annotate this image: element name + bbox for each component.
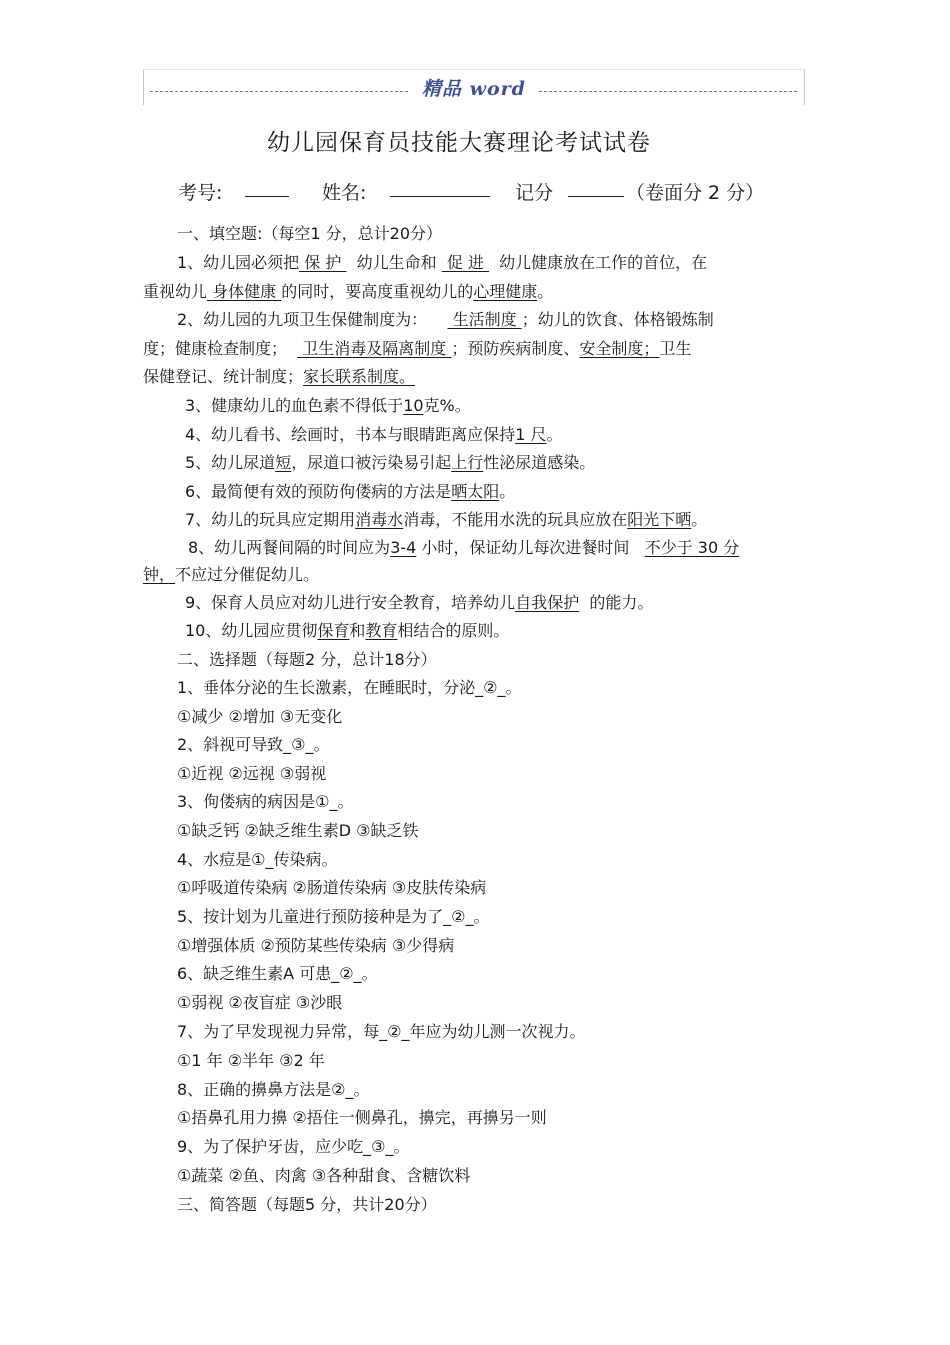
answer-blank: 短 [275, 453, 292, 472]
section3-heading: 三、简答题（每题5 分，共计20分） [177, 1195, 437, 1214]
exam-no-field [245, 178, 289, 202]
choice-options-1: ①减少 ②增加 ③无变化 [177, 707, 343, 726]
document-title: 幼儿园保育员技能大赛理论考试试卷 [267, 130, 651, 156]
choice-options-8: ①捂鼻孔用力擤 ②捂住一侧鼻孔，擤完，再擤另一则 [177, 1108, 547, 1127]
answer-blank: 1 尺 [515, 425, 547, 444]
fill-question-1-cont: 重视幼儿 身体健康 的同时，要高度重视幼儿的心理健康。 [143, 282, 554, 301]
choice-question-5: 5、按计划为儿童进行预防接种是为了_②_。 [177, 907, 490, 926]
header-dashed-line-right [539, 91, 797, 92]
choice-options-5: ①增强体质 ②预防某些传染病 ③少得病 [177, 936, 455, 955]
choice-question-7: 7、为了早发现视力异常，每_②_年应为幼儿测一次视力。 [177, 1022, 586, 1041]
fill-question-5: 5、幼儿尿道短，尿道口被污染易引起上行性泌尿道感染。 [185, 453, 596, 472]
choice-options-9: ①蔬菜 ②鱼、肉禽 ③各种甜食、含糖饮料 [177, 1166, 471, 1185]
score-field [568, 178, 624, 202]
name-field [390, 178, 490, 202]
fill-question-8-cont: 钟，不应过分催促幼儿。 [143, 565, 320, 584]
answer-blank: 身体健康 [207, 282, 282, 301]
answer-blank: 自我保护 [515, 593, 580, 612]
choice-options-3: ①缺乏钙 ②缺乏维生素D ③缺乏铁 [177, 821, 419, 840]
answer-blank: 10 [403, 396, 424, 415]
choice-options-2: ①近视 ②远视 ③弱视 [177, 764, 327, 783]
fill-question-2-cont: 度；健康检查制度； 卫生消毒及隔离制度 ；预防疾病制度、安全制度；卫生 [143, 339, 692, 358]
header-dashed-line-left [150, 91, 408, 92]
choice-options-6: ①弱视 ②夜盲症 ③沙眼 [177, 993, 343, 1012]
fill-question-1: 1、幼儿园必须把 保 护 幼儿生命和 促 进 幼儿健康放在工作的首位，在 [177, 253, 708, 272]
exam-no-label: 考号: [178, 182, 223, 204]
fill-question-3: 3、健康幼儿的血色素不得低于10克%。 [185, 396, 471, 415]
section2-heading: 二、选择题（每题2 分，总计18分） [177, 650, 437, 669]
answer-blank: 钟， [143, 565, 176, 584]
answer-blank: 3-4 [390, 538, 417, 557]
answer-blank: 卫生消毒及隔离制度 [297, 339, 452, 358]
answer-blank: 教育 [365, 621, 398, 640]
answer-blank: 阳光下晒 [627, 510, 692, 529]
choice-question-1: 1、垂体分泌的生长激素，在睡眠时，分泌_②_。 [177, 678, 522, 697]
answer-blank: 保 护 [299, 253, 347, 272]
fill-question-7: 7、幼儿的玩具应定期用消毒水消毒，不能用水洗的玩具应放在阳光下晒。 [185, 510, 708, 529]
choice-question-2: 2、斜视可导致_③_。 [177, 735, 330, 754]
choice-question-9: 9、为了保护牙齿，应少吃_③_。 [177, 1137, 410, 1156]
fill-question-4: 4、幼儿看书、绘画时，书本与眼睛距离应保持1 尺。 [185, 425, 563, 444]
header-logo: 精品 word [422, 78, 526, 100]
answer-blank: 保育 [317, 621, 350, 640]
answer-blank: 安全制度； [579, 339, 660, 358]
name-label: 姓名: [322, 182, 367, 204]
answer-blank: 消毒水 [355, 510, 404, 529]
choice-question-3: 3、佝偻病的病因是①_。 [177, 792, 354, 811]
answer-blank: 促 进 [441, 253, 489, 272]
section1-heading: 一、填空题:（每空1 分，总计20分） [177, 224, 443, 243]
fill-question-8: 8、幼儿两餐间隔的时间应为3-4 小时，保证幼儿每次进餐时间 不少于 30 分 [188, 538, 740, 557]
answer-blank: 心理健康 [473, 282, 538, 301]
choice-options-4: ①呼吸道传染病 ②肠道传染病 ③皮肤传染病 [177, 878, 487, 897]
fill-question-6: 6、最简便有效的预防佝偻病的方法是晒太阳。 [185, 482, 516, 501]
choice-question-8: 8、正确的擤鼻方法是②_。 [177, 1080, 370, 1099]
choice-question-6: 6、缺乏维生素A 可患_②_。 [177, 964, 378, 983]
choice-options-7: ①1 年 ②半年 ③2 年 [177, 1051, 325, 1070]
fill-question-2: 2、幼儿园的九项卫生保健制度为： 生活制度 ；幼儿的饮食、体格锻炼制 [177, 310, 714, 329]
page-header-bar [143, 69, 805, 105]
answer-blank: 不少于 30 分 [644, 538, 740, 557]
fill-question-9: 9、保育人员应对幼儿进行安全教育，培养幼儿自我保护 的能力。 [185, 593, 654, 612]
answer-blank: 生活制度 [447, 310, 522, 329]
answer-blank: 晒太阳 [451, 482, 500, 501]
answer-blank: 家长联系制度。 [303, 367, 416, 386]
score-label: 记分 [515, 182, 554, 204]
fill-question-10: 10、幼儿园应贯彻保育和教育相结合的原则。 [185, 621, 510, 640]
choice-question-4: 4、水痘是①_传染病。 [177, 850, 338, 869]
paper-score-note: （卷面分 2 分） [626, 182, 765, 204]
answer-blank: 上行 [451, 453, 484, 472]
fill-question-2-cont2: 保健登记、统计制度；家长联系制度。 [143, 367, 416, 386]
